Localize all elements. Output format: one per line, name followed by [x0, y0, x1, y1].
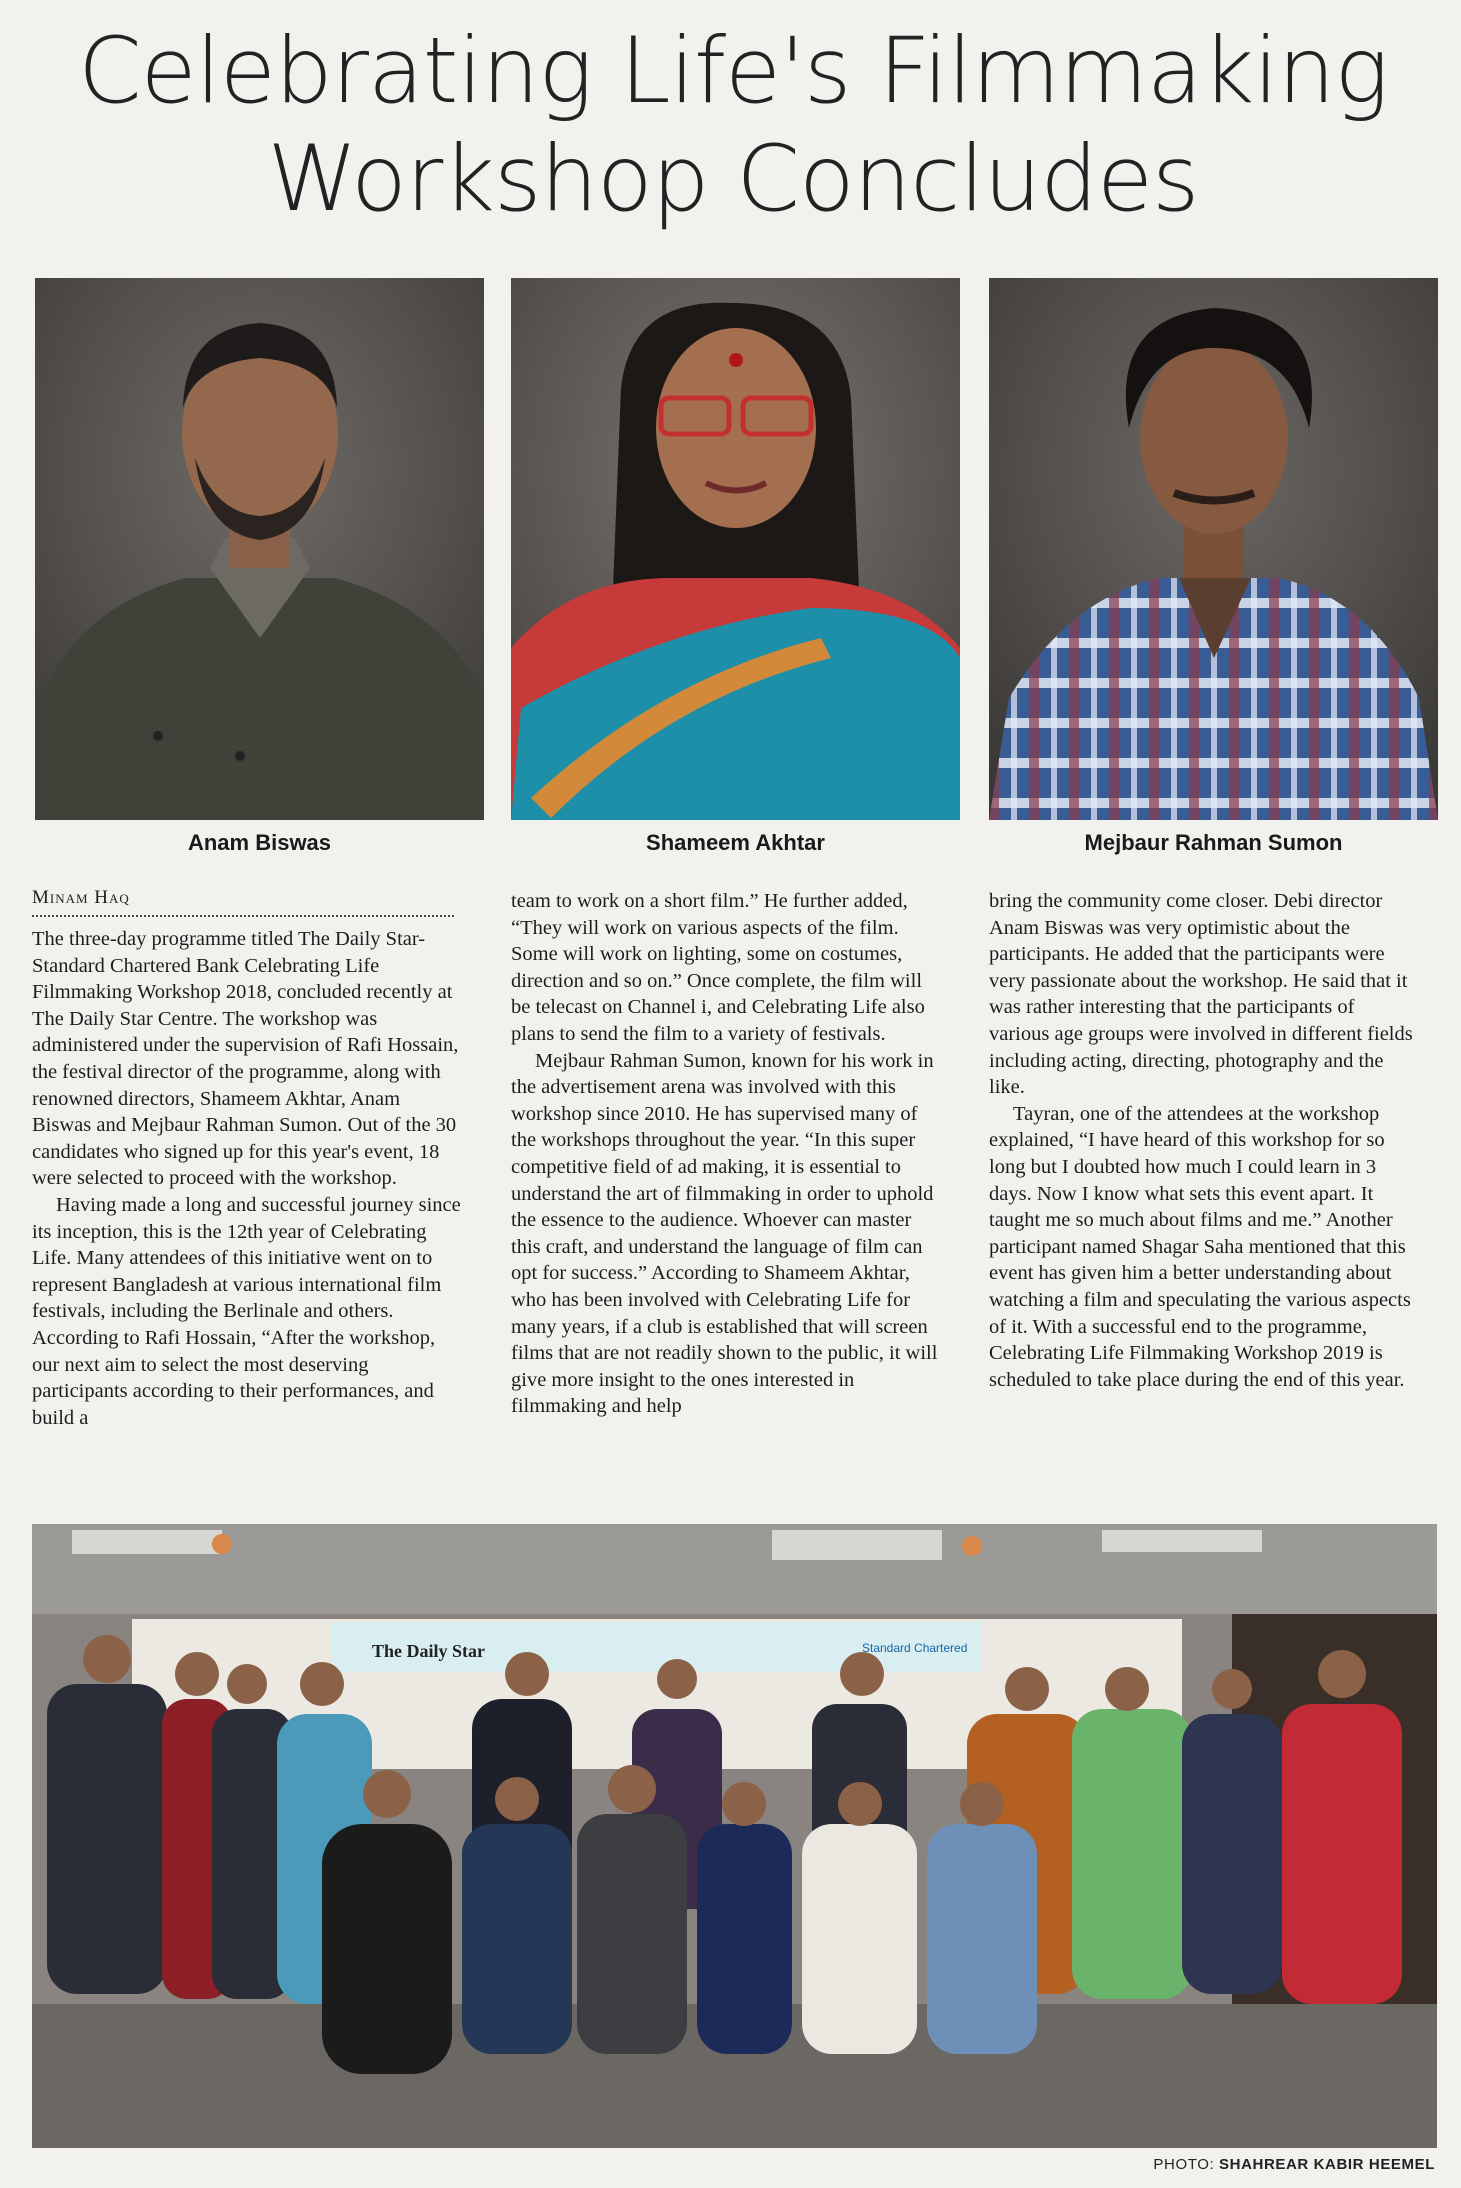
group-photo [32, 1524, 1437, 2148]
photo-credit-label: PHOTO: [1153, 2156, 1215, 2173]
article-paragraph: bring the community come closer. Debi director Anam Biswas was very optimistic about the participants. He added that the participants were very passionate about the workshop. He said that it was rather interesting that the participants of various age groups were involved in different fields including acting, directing, photography and the like. [989, 890, 1413, 1099]
portrait-photo-anam-biswas [35, 278, 484, 820]
portrait-caption: Shameem Akhtar [646, 830, 825, 855]
portrait-image [989, 278, 1438, 820]
portrait-image [35, 278, 484, 820]
portrait-caption: Anam Biswas [187, 830, 332, 855]
article-paragraph: Having made a long and successful journey since its inception, this is the 12th year of Celebrating Life. Many attendees of this initiative went on to represent Bangladesh at various international film festivals, including the Berlinale and others. According to Rafi Hossain, “After the workshop, our next aim to select the most deserving participants according to their performances, and build a [32, 1193, 461, 1429]
byline: Minam Haq [32, 887, 454, 917]
article-column-1 [32, 926, 462, 1431]
portrait-caption: Mejbaur Rahman Sumon [1084, 830, 1343, 855]
portrait-photo-shameem-akhtar [511, 278, 960, 820]
article-column-3 [989, 888, 1419, 1393]
headline: Celebrating Life's Filmmaking Workshop Concludes [78, 19, 1388, 232]
article-paragraph: Mejbaur Rahman Sumon, known for his work in the advertisement arena was involved with this workshop since 2010. He has supervised many of the workshops throughout the year. “In this super competitive field of ad making, it is essential to understand the art of filmmaking in order to uphold the essence to the audience. Whoever can master this craft, and understand the language of film can opt for success.” According to Shameem Akhtar, who has been involved with Celebrating Life for many years, if a club is established that will screen films that are not readily shown to the public, it will give more insight to the ones interested in filmmaking and help [511, 1049, 938, 1418]
article-paragraph: Tayran, one of the attendees at the workshop explained, “I have heard of this workshop for so long but I doubted how much I could learn in 3 days. Now I know what sets this event apart. It taught me so much about films and me.” Another participant named Shagar Saha mentioned that this event has given him a better understanding about watching a film and speculating the various aspects of it. With a successful end to the programme, Celebrating Life Filmmaking Workshop 2019 is scheduled to take place during the end of this year. [989, 1102, 1411, 1391]
photo-credit [1153, 2156, 1435, 2173]
article-paragraph: The three-day programme titled The Daily Star-Standard Chartered Bank Celebrating Life Filmmaking Workshop 2018, concluded recently at The Daily Star Centre. The workshop was administered under the supervision of Rafi Hossain, the festival director of the programme, along with renowned directors, Shameem Akhtar, Anam Biswas and Mejbaur Rahman Sumon. Out of the 30 candidates who signed up for this year's event, 18 were selected to proceed with the workshop. [32, 928, 459, 1190]
photo-credit-name: SHAHREAR KABIR HEEMEL [1219, 2156, 1435, 2173]
group-photo-image [32, 1524, 1437, 2148]
sponsor-text: Standard Chartered [862, 1641, 968, 1655]
article-column-2 [511, 888, 941, 1420]
portrait-photo-mejbaur-rahman-sumon [989, 278, 1438, 820]
banner-text: The Daily Star [372, 1641, 486, 1661]
portrait-image [511, 278, 960, 820]
article-paragraph: team to work on a short film.” He further added, “They will work on various aspects of the film. Some will work on lighting, some on costumes, direction and so on.” Once complete, the film will be telecast on Channel i, and Celebrating Life also plans to send the film to a variety of festivals. [511, 890, 925, 1045]
